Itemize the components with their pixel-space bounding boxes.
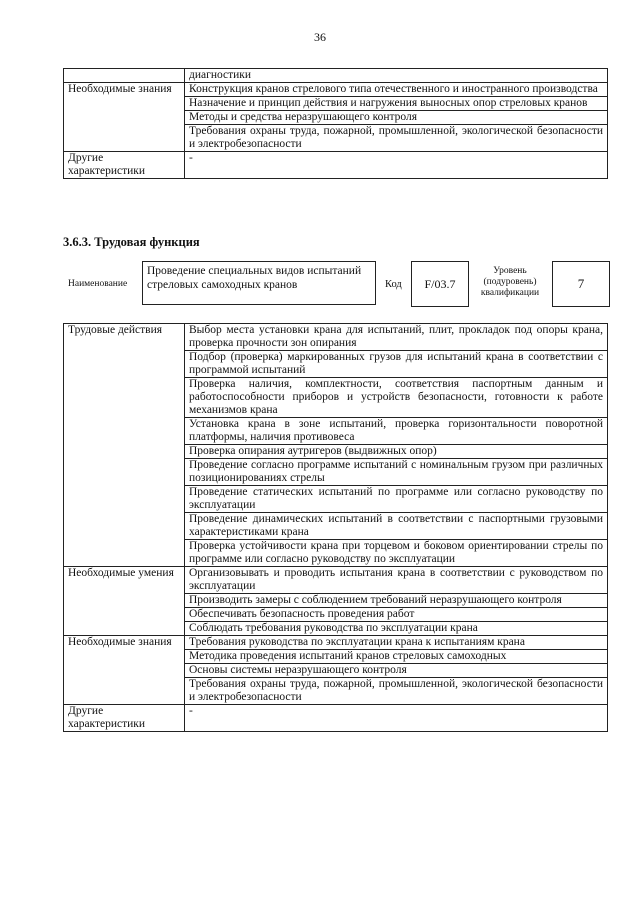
row-item-text: Назначение и принцип действия и нагружения выносных опор стреловых кранов [185, 97, 608, 111]
row-item-text: Организовывать и проводить испытания крана в соответствии с руководством по эксплуатации [185, 567, 608, 594]
row-group-label: Другие характеристики [64, 152, 185, 179]
table-row [64, 324, 608, 351]
row-item-text: Требования охраны труда, пожарной, промышленной, экологической безопасности и электробезопасности [185, 678, 608, 705]
row-item-text: Методы и средства неразрушающего контроля [185, 111, 608, 125]
table-row [64, 69, 608, 83]
row-item-text: Установка крана в зоне испытаний, проверка горизонтальности поворотной платформы, наличия противовеса [185, 418, 608, 445]
row-group-label [64, 69, 185, 83]
function-code-box: F/03.7 [411, 261, 469, 307]
function-name-box: Проведение специальных видов испытаний стреловых самоходных кранов [142, 261, 376, 305]
row-item-text: Проведение согласно программе испытаний с номинальным грузом при различных позиционированиях стрелы [185, 459, 608, 486]
row-group-label: Другие характеристики [64, 705, 185, 732]
row-item-text: Проверка опирания аутригеров (выдвижных опор) [185, 445, 608, 459]
table-row [64, 636, 608, 650]
row-item-text: Требования руководства по эксплуатации крана к испытаниям крана [185, 636, 608, 650]
row-item-text: диагностики [185, 69, 608, 83]
row-item-text: - [185, 152, 608, 179]
row-item-text: Соблюдать требования руководства по эксплуатации крана [185, 622, 608, 636]
row-item-text: Проведение динамических испытаний в соответствии с паспортными грузовыми характеристиками крана [185, 513, 608, 540]
requirements-table-continued [63, 68, 608, 179]
name-label: Наименование [68, 279, 128, 289]
row-item-text: Производить замеры с соблюдением требований неразрушающего контроля [185, 594, 608, 608]
code-label: Код [385, 279, 402, 290]
row-item-text: Основы системы неразрушающего контроля [185, 664, 608, 678]
labor-function-table [63, 323, 608, 732]
row-group-label: Необходимые знания [64, 83, 185, 152]
row-item-text: - [185, 705, 608, 732]
table-row [64, 705, 608, 732]
row-group-label: Трудовые действия [64, 324, 185, 567]
table-row [64, 567, 608, 594]
page-number: 36 [314, 30, 326, 44]
row-item-text: Конструкция кранов стрелового типа отечественного и иностранного производства [185, 83, 608, 97]
row-item-text: Обеспечивать безопасность проведения работ [185, 608, 608, 622]
row-item-text: Проведение статических испытаний по программе или согласно руководству по эксплуатации [185, 486, 608, 513]
row-item-text: Проверка устойчивости крана при торцевом и боковом ориентировании стрелы по программе или согласно руководству по эксплуатации [185, 540, 608, 567]
row-item-text: Проверка наличия, комплектности, соответствия паспортным данным и работоспособности приборов и устройств безопасности, готовности к работе механизмов крана [185, 378, 608, 418]
row-item-text: Требования охраны труда, пожарной, промышленной, экологической безопасности и электробезопасности [185, 125, 608, 152]
row-item-text: Методика проведения испытаний кранов стреловых самоходных [185, 650, 608, 664]
table-row [64, 152, 608, 179]
qualification-level-box: 7 [552, 261, 610, 307]
row-group-label: Необходимые знания [64, 636, 185, 705]
row-item-text: Выбор места установки крана для испытаний, плит, прокладок под опоры крана, проверка прочности зон опирания [185, 324, 608, 351]
row-item-text: Подбор (проверка) маркированных грузов для испытаний крана в соответствии с программой испытаний [185, 351, 608, 378]
section-title: 3.6.3. Трудовая функция [63, 235, 200, 249]
level-label: Уровень (подуровень) квалификации [480, 266, 540, 298]
table-row [64, 83, 608, 97]
row-group-label: Необходимые умения [64, 567, 185, 636]
